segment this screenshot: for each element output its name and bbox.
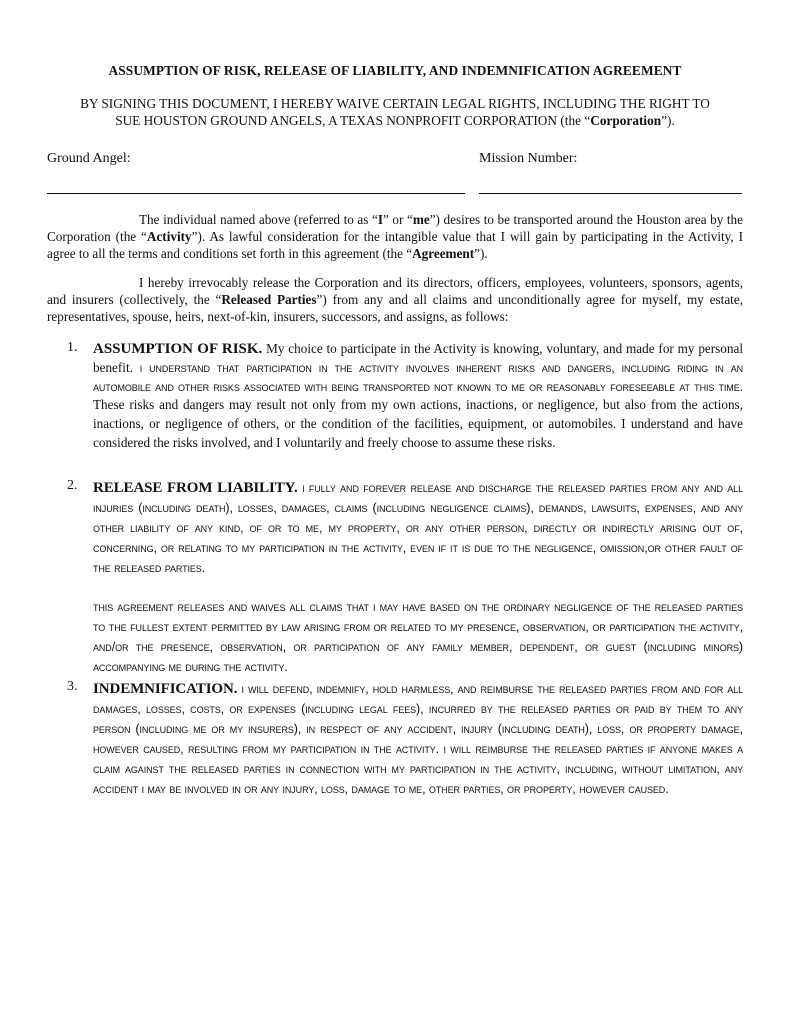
section-indemnification <box>67 679 743 799</box>
text: ”). As lawful consideration for the intangible value that I will gain by participating in the Activity, I agree to all the terms and conditions set forth in this agreement (the “ <box>47 229 743 261</box>
mission-number-line[interactable] <box>479 193 742 194</box>
intro-paragraph-2 <box>47 274 743 325</box>
section-text-small-caps: i understand that participation in the activity involves inherent risks and dangers, including riding in an automobile and other risks associated with being transported not known to me or reasonably foreseeable at this time. <box>93 360 743 394</box>
corporation-term: Corporation <box>590 113 662 128</box>
ground-angel-label: Ground Angel: <box>47 151 131 166</box>
text: ”) from any and all claims and unconditionally agree for myself, my estate, representatives, spouse, heirs, next-of-kin, insurers, successors, and assigns, as follows: <box>47 292 743 324</box>
section-paragraph-2: this agreement releases and waives all claims that i may have based on the ordinary negligence of the released parties to the fullest extent permitted by law arising from or related to my presence, observation, or participation the activity, and/or the presence, observation, or participation of any family member, dependent, or guest (including minors) accompanying me during the activity. <box>93 600 743 674</box>
section-text-small-caps: i will defend, indemnify, hold harmless, and reimburse the released parties from and for all damages, losses, costs, or expenses (including legal fees), incurred by the released parties or paid by them to any person (including me or my insurers), in respect of any accident, injury (including death), loss, or property damage, however caused, resulting from my participation in the activity. i will reimburse the released parties if anyone makes a claim against the released parties in connection with my participation in the activity, including, without limitation, any accident i may be involved in or any injury, loss, damage to me, other parties, or property, however caused. <box>93 682 743 796</box>
text: The individual named above (referred to as “ <box>139 212 378 227</box>
intro-paragraph-1 <box>47 211 743 262</box>
term-agreement: Agreement <box>412 246 475 261</box>
document-subtitle <box>40 95 750 129</box>
section-assumption-of-risk <box>67 340 743 453</box>
term-me: me <box>412 212 430 227</box>
section-number: 3. <box>67 679 78 694</box>
mission-number-label: Mission Number: <box>479 151 578 166</box>
subtitle-line-1: BY SIGNING THIS DOCUMENT, I HEREBY WAIVE CERTAIN LEGAL RIGHTS, INCLUDING THE RIGHT TO <box>80 96 710 111</box>
term-activity: Activity <box>146 229 192 244</box>
text: ”) desires to be transported around the Houston area by the Corporation (the “ <box>47 212 743 244</box>
text: ” or “ <box>383 212 413 227</box>
section-body <box>93 679 743 799</box>
section-release-from-liability <box>67 478 743 677</box>
section-number: 1. <box>67 340 78 355</box>
subtitle-line-2 <box>40 112 750 129</box>
section-heading: RELEASE FROM LIABILITY. <box>93 480 298 496</box>
section-heading: INDEMNIFICATION. <box>93 681 238 697</box>
term-released-parties: Released Parties <box>221 292 317 307</box>
term-i: I <box>377 212 383 227</box>
section-body <box>93 478 743 578</box>
section-heading: ASSUMPTION OF RISK. <box>93 341 263 357</box>
subtitle-text: SUE HOUSTON GROUND ANGELS, A TEXAS NONPROFIT CORPORATION (the “ <box>115 113 591 128</box>
text: I hereby irrevocably release the Corporation and its directors, officers, employees, volunteers, sponsors, agents, and insurers (collectively, the “ <box>47 275 743 307</box>
section-text: These risks and dangers may result not only from my own actions, inactions, or negligence, but also from the actions, inactions, or negligence of others, or the condition of the facilities, equipment, or automobiles. I understand and have considered the risks involved, and I voluntarily and freely choose to assume these risks. <box>93 397 743 450</box>
section-text-small-caps: i fully and forever release and discharge the released parties from any and all injuries (including death), losses, damages, claims (including negligence claims), demands, lawsuits, expenses, and any other liability of any kind, of or to me, my property, or any other person, directly or indirectly arising out of, concerning, or relating to my participation in the activity, even if it is due to the negligence, omission,or other fault of the released parties. <box>93 481 743 575</box>
section-text: My choice to participate in the Activity is knowing, voluntary, and made for my personal benefit. <box>93 341 744 375</box>
text: ”). <box>474 246 488 261</box>
document-title: ASSUMPTION OF RISK, RELEASE OF LIABILITY, AND INDEMNIFICATION AGREEMENT <box>108 63 682 78</box>
subtitle-text: ”). <box>661 113 675 128</box>
ground-angel-signature-line[interactable] <box>47 193 465 194</box>
section-number: 2. <box>67 478 78 493</box>
section-body <box>93 340 743 453</box>
